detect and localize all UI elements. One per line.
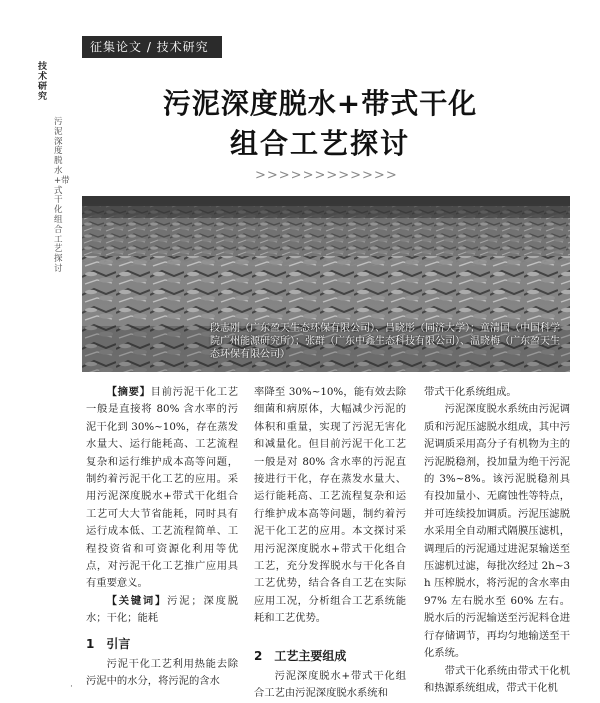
abstract — [86, 384, 238, 593]
section-2-paragraph: 污泥深度脱水+带式干化组合工艺由污泥深度脱水系统和 — [254, 669, 406, 700]
section-1-heading: 1 引言 — [86, 636, 131, 651]
abstract-label: 【摘要】 — [106, 386, 151, 398]
side-section-label: 技术研究 — [38, 62, 48, 102]
column-3-paragraph-2: 带式干化系统由带式干化机和热源系统组成，带式干化机 — [424, 664, 570, 694]
column-2-paragraph: 率降至 30%~10%，能有效去除细菌和病原体，大幅减少污泥的体积和重量，实现了污泥无害化和减量化。但目前污泥干化工艺一般是对 80% 含水率的污泥直接进行干化，存在蒸发水量大、运行能耗高、工艺流程复杂和运行维护成本高等问题，制约着污泥干化工艺的应用。本文探讨采用污泥深度脱水+带式干化组合工艺，充分发挥脱水与干化各自工艺优势，结合各自工艺在实际应用工况，分析组合工艺系统能耗和工艺优势。 — [254, 386, 406, 625]
column-3-lead: 带式干化系统组成。 — [424, 386, 517, 398]
photo-caption: 段志刚（广东盈天生态环保有限公司）、吕晓彤（同济大学）；童清国（中国科学院广州能源研究所）；张群（广东中鑫生态科技有限公司）、温晓梅（广东盈天生态环保有限公司） — [210, 323, 560, 360]
title-line-2: 组合工艺探讨 — [229, 127, 410, 160]
side-running-title: 污泥深度脱水+带式干化组合工艺探讨 — [54, 117, 70, 274]
page-mark: · — [70, 682, 73, 692]
column-3 — [424, 384, 570, 697]
section-2-heading: 2 工艺主要组成 — [254, 648, 347, 663]
column-tag: 征集论文 / 技术研究 — [82, 36, 222, 58]
chevron-decoration: >>>>>>>>>>>> — [255, 168, 398, 183]
section-1-paragraph: 污泥干化工艺利用热能去除污泥中的水分，将污泥的含水 — [86, 657, 238, 688]
column-1 — [86, 384, 238, 691]
title-line-1: 污泥深度脱水+带式干化 — [162, 87, 478, 120]
column-3-paragraph-1: 污泥深度脱水系统由污泥调质和污泥压滤脱水组成，其中污泥调质采用高分子有机物为主的污泥脱稳剂，投加量为绝干污泥的 3%~8%。该污泥脱稳剂具有投加量小、无腐蚀性等特点，并可连续投加调质。污泥压滤脱水采用全自动厢式隔膜压滤机，调理后的污泥通过进泥泵输送至压滤机过滤，每批次经过 2h~3h 压榨脱水，将污泥的含水率由 97% 左右脱水至 60% 左右。脱水后的污泥输送至污泥料仓进行存储调节，再均匀地输送至干化系统。 — [424, 403, 570, 660]
abstract-text: 目前污泥干化工艺一般是直接将 80% 含水率的污泥干化到 30%~10%，存在蒸发水量大、运行能耗高、工艺流程复杂和运行维护成本高等问题，制约着污泥干化工艺的应用。采用污泥深度脱水+带式干化组合工艺可大大节省能耗，同时具有运行成本低、工艺流程简单、工程投资省和可资源化利用等优点，对污泥干化工艺推广应用具有重要意义。 — [86, 386, 239, 590]
keywords-text: 污泥；深度脱水；干化；能耗 — [86, 594, 239, 625]
keywords — [86, 593, 238, 628]
column-2 — [254, 384, 406, 703]
keywords-label: 【关键词】 — [106, 594, 168, 607]
article-title — [110, 84, 530, 164]
